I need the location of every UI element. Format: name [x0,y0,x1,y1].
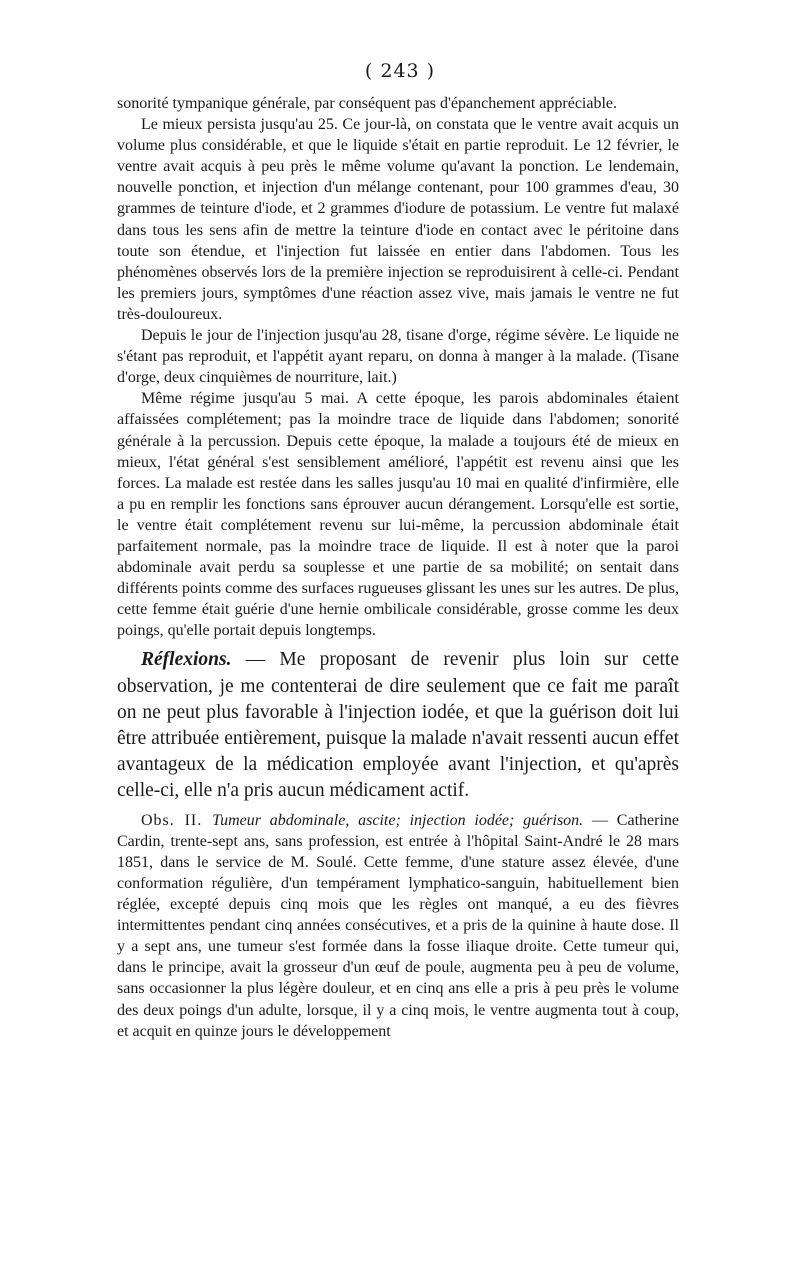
paragraph-continuation: sonorité tympanique générale, par conséquent pas d'épanchement appréciable. [117,95,618,112]
paragraph: Depuis le jour de l'injection jusqu'au 28, tisane d'orge, régime sévère. Le liquide ne s'étant pas reproduit, et l'appétit ayant reparu, on donna à manger à la malade. (Tisane d'orge, deux cinquièmes de nourriture, lait.) [117,327,679,387]
paragraph: Même régime jusqu'au 5 mai. A cette époque, les parois abdominales étaient affaissées complétement; pas la moindre trace de liquide dans l'abdomen; sonorité générale à la percussion. Depuis cette époque, la malade a toujours été de mieux en mieux, l'état général s'est sensiblement amélioré, l'appétit est revenu ainsi que les forces. La malade est restée dans les salles jusqu'au 10 mai en qualité d'infirmière, elle a pu en remplir les fonctions sans éprouver aucun dérangement. Lorsqu'elle est sortie, le ventre était complétement revenu sur lui-même, la percussion abdominale était parfaitement normale, pas la moindre trace de liquide. Il est à noter que la paroi abdominale avait perdu sa souplesse et une partie de sa mobilité; on sentait dans différents points comme des surfaces rugueuses glissant les unes sur les autres. De plus, cette femme était guérie d'une hernie ombilicale considérable, grosse comme les deux poings, qu'elle portait depuis longtemps. [117,390,679,640]
observation-text: — Catherine Cardin, trente-sept ans, sans profession, est entrée à l'hôpital Saint-André le 28 mars 1851, dans le service de M. Soulé. Cette femme, d'une stature assez élevée, d'une conformation régulière, d'un tempérament lymphatico-sanguin, habituellement bien réglée, excepté depuis cinq mois que les règles ont manqué, a eu des fièvres intermittentes pendant cinq années consécutives, et a pris de la quinine à haute dose. Il y a sept ans, une tumeur s'est formée dans la fosse iliaque droite. Cette tumeur qui, dans le principe, avait la grosseur d'un œuf de poule, augmenta peu à peu de volume, sans occasionner la plus légère douleur, et en cinq ans elle a pris à peu près le volume des deux poings d'un adulte, lorsque, il y a cinq mois, le ventre augmenta tout à coup, et acquit en quinze jours le développement [117,811,679,1040]
observation-label: Obs. II. [141,811,213,829]
paragraph: Le mieux persista jusqu'au 25. Ce jour-là, on constata que le ventre avait acquis un volume plus considérable, et que le liquide s'était en partie reproduit. Le 12 février, le ventre avait acquis à peu près le même volume qu'avant la ponction. Le lendemain, nouvelle ponction, et injection d'un mélange contenant, pour 100 grammes d'eau, 30 grammes de teinture d'iode, et 2 grammes d'iodure de potassium. Le ventre fut malaxé dans tous les sens afin de mettre la teinture d'iode en contact avec le péritoine dans toute son étendue, et l'injection fut laissée en entier dans l'abdomen. Tous les phénomènes observés lors de la première injection se reproduisirent à celle-ci. Pendant les premiers jours, symptômes d'une réaction assez vive, mais jamais le ventre ne fut très-douloureux. [117,116,679,323]
observation-paragraph [117,810,679,1042]
reflexions-paragraph [117,647,679,804]
reflexions-text: — Me proposant de revenir plus loin sur cette observation, je me contenterai de dire seulement que ce fait me paraît on ne peut plus favorable à l'injection iodée, et que la guérison doit lui être attribuée entièrement, puisque la malade n'avait ressenti aucun effet avantageux de la médication employée avant l'injection, et qu'après celle-ci, elle n'a pris aucun médicament actif. [117,649,679,802]
observation-title: Tumeur abdominale, ascite; injection iodée; guérison. [212,811,584,829]
body-text [117,93,679,1042]
reflexions-label: Réflexions. [141,649,232,671]
page-number: ( 243 ) [364,60,436,82]
